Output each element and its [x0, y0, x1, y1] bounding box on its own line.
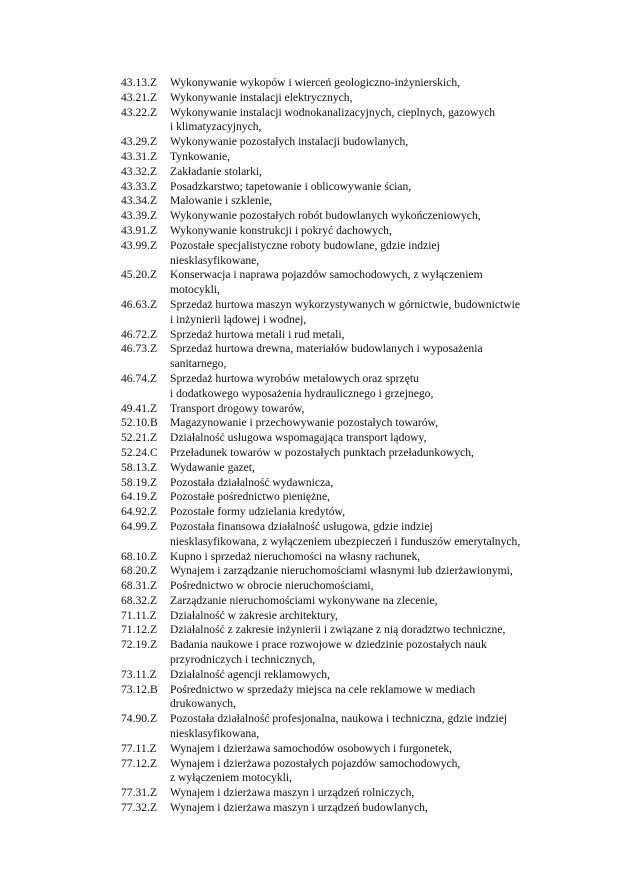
pkd-code-list: [121, 76, 601, 816]
activity-code: 64.19.Z: [121, 490, 158, 504]
activity-description: [170, 372, 601, 402]
list-item: [121, 224, 601, 239]
description-line: Wykonywanie konstrukcji i pokryć dachowych,: [170, 223, 392, 237]
activity-code: 77.12.Z: [121, 756, 158, 770]
list-item: [121, 490, 601, 505]
list-item: [121, 342, 601, 372]
activity-description: [170, 135, 601, 150]
description-line: Wynajem i dzierżawa maszyn i urządzeń rolniczych,: [170, 786, 415, 800]
activity-description: [170, 180, 601, 195]
list-item: [121, 668, 601, 683]
activity-description: [170, 416, 601, 431]
description-line: sanitarnego,: [170, 357, 227, 371]
activity-code: 58.19.Z: [121, 475, 158, 489]
description-line: przyrodniczych i technicznych,: [170, 653, 316, 667]
list-item: [121, 91, 601, 106]
description-line: Transport drogowy towarów,: [170, 401, 305, 415]
description-line: niesklasyfikowana,: [170, 727, 260, 741]
list-item: [121, 298, 601, 328]
description-line: Wynajem i zarządzanie nieruchomościami własnymi lub dzierżawionymi,: [170, 564, 513, 578]
activity-description: [170, 328, 601, 343]
description-line: Sprzedaż hurtowa metali i rud metali,: [170, 327, 345, 341]
description-line: Badania naukowe i prace rozwojowe w dziedzinie pozostałych nauk: [170, 638, 487, 652]
list-item: [121, 431, 601, 446]
list-item: [121, 505, 601, 520]
activity-code: 43.22.Z: [121, 105, 158, 119]
description-line: Działalność usługowa wspomagająca transport lądowy,: [170, 431, 427, 445]
list-item: [121, 564, 601, 579]
list-item: [121, 786, 601, 801]
activity-code: 68.31.Z: [121, 579, 158, 593]
activity-code: 68.10.Z: [121, 549, 158, 563]
activity-code: 58.13.Z: [121, 460, 158, 474]
description-line: Sprzedaż hurtowa wyrobów metalowych oraz sprzętu: [170, 371, 419, 385]
description-line: Kupno i sprzedaż nieruchomości na własny rachunek,: [170, 549, 421, 563]
activity-description: [170, 402, 601, 417]
activity-description: [170, 106, 601, 136]
description-line: Działalność agencji reklamowych,: [170, 667, 330, 681]
description-line: Przeładunek towarów w pozostałych punktach przeładunkowych,: [170, 445, 474, 459]
activity-description: [170, 609, 601, 624]
activity-code: 52.21.Z: [121, 431, 158, 445]
description-line: Pozostała działalność profesjonalna, naukowa i techniczna, gdzie indziej: [170, 712, 508, 726]
description-line: Wykonywanie wykopów i wierceń geologiczno-inżynierskich,: [170, 76, 461, 89]
activity-description: [170, 268, 601, 298]
list-item: [121, 76, 601, 91]
list-item: [121, 106, 601, 136]
list-item: [121, 683, 601, 713]
list-item: [121, 446, 601, 461]
list-item: [121, 609, 601, 624]
activity-description: [170, 786, 601, 801]
activity-description: [170, 594, 601, 609]
activity-description: [170, 801, 601, 816]
description-line: i klimatyzacyjnych,: [170, 120, 262, 134]
activity-description: [170, 194, 601, 209]
list-item: [121, 150, 601, 165]
list-item: [121, 623, 601, 638]
description-line: drukowanych,: [170, 697, 237, 711]
activity-description: [170, 623, 601, 638]
description-line: z wyłączeniem motocykli,: [170, 771, 293, 785]
description-line: Pozostałe pośrednictwo pieniężne,: [170, 490, 331, 504]
list-item: [121, 239, 601, 269]
list-item: [121, 579, 601, 594]
description-line: Magazynowanie i przechowywanie pozostałych towarów,: [170, 416, 439, 430]
activity-description: [170, 446, 601, 461]
description-line: Malowanie i szklenie,: [170, 194, 273, 208]
list-item: [121, 550, 601, 565]
activity-code: 64.92.Z: [121, 505, 158, 519]
activity-description: [170, 91, 601, 106]
activity-code: 43.13.Z: [121, 76, 158, 89]
description-line: Pozostała finansowa działalność usługowa, gdzie indziej: [170, 519, 433, 533]
activity-code: 46.73.Z: [121, 342, 158, 356]
description-line: Zakładanie stolarki,: [170, 164, 263, 178]
activity-code: 43.91.Z: [121, 223, 158, 237]
description-line: Sprzedaż hurtowa drewna, materiałów budowlanych i wyposażenia: [170, 342, 483, 356]
activity-description: [170, 476, 601, 491]
list-item: [121, 135, 601, 150]
activity-code: 52.24.C: [121, 445, 158, 459]
activity-code: 43.29.Z: [121, 135, 158, 149]
description-line: Sprzedaż hurtowa maszyn wykorzystywanych w górnictwie, budownictwie: [170, 297, 520, 311]
list-item: [121, 476, 601, 491]
activity-description: [170, 668, 601, 683]
activity-description: [170, 550, 601, 565]
activity-code: 71.11.Z: [121, 608, 157, 622]
activity-code: 64.99.Z: [121, 519, 158, 533]
description-line: Wykonywanie instalacji wodnokanalizacyjnych, cieplnych, gazowych: [170, 105, 496, 119]
list-item: [121, 180, 601, 195]
activity-code: 43.33.Z: [121, 179, 158, 193]
activity-code: 72.19.Z: [121, 638, 158, 652]
list-item: [121, 328, 601, 343]
activity-description: [170, 564, 601, 579]
description-line: Wynajem i dzierżawa pozostałych pojazdów samochodowych,: [170, 756, 461, 770]
list-item: [121, 712, 601, 742]
activity-code: 43.31.Z: [121, 149, 158, 163]
activity-code: 77.31.Z: [121, 786, 158, 800]
description-line: niesklasyfikowane,: [170, 253, 260, 267]
activity-code: 43.32.Z: [121, 164, 158, 178]
activity-description: [170, 224, 601, 239]
activity-code: 73.11.Z: [121, 667, 157, 681]
activity-description: [170, 431, 601, 446]
activity-description: [170, 461, 601, 476]
list-item: [121, 757, 601, 787]
activity-code: 49.41.Z: [121, 401, 158, 415]
list-item: [121, 268, 601, 298]
description-line: Działalność z zakresie inżynierii i związane z nią doradztwo techniczne,: [170, 623, 506, 637]
description-line: i inżynierii lądowej i wodnej,: [170, 312, 307, 326]
activity-code: 43.34.Z: [121, 194, 158, 208]
activity-code: 46.72.Z: [121, 327, 158, 341]
activity-description: [170, 76, 601, 91]
activity-description: [170, 757, 601, 787]
list-item: [121, 165, 601, 180]
list-item: [121, 742, 601, 757]
list-item: [121, 461, 601, 476]
description-line: Wykonywanie pozostałych instalacji budowlanych,: [170, 135, 409, 149]
description-line: Konserwacja i naprawa pojazdów samochodowych, z wyłączeniem: [170, 268, 483, 282]
activity-code: 43.21.Z: [121, 90, 158, 104]
activity-description: [170, 165, 601, 180]
activity-code: 43.99.Z: [121, 238, 158, 252]
activity-description: [170, 579, 601, 594]
list-item: [121, 638, 601, 668]
list-item: [121, 801, 601, 816]
description-line: Zarządzanie nieruchomościami wykonywane na zlecenie,: [170, 593, 438, 607]
activity-description: [170, 520, 601, 550]
activity-code: 68.20.Z: [121, 564, 158, 578]
activity-code: 52.10.B: [121, 416, 158, 430]
description-line: niesklasyfikowana, z wyłączeniem ubezpieczeń i funduszów emerytalnych,: [170, 534, 521, 548]
description-line: Pośrednictwo w sprzedaży miejsca na cele reklamowe w mediach: [170, 682, 476, 696]
description-line: Wynajem i dzierżawa maszyn i urządzeń budowlanych,: [170, 801, 428, 815]
list-item: [121, 594, 601, 609]
activity-description: [170, 638, 601, 668]
activity-code: 43.39.Z: [121, 209, 158, 223]
activity-code: 68.32.Z: [121, 593, 158, 607]
list-item: [121, 402, 601, 417]
activity-code: 45.20.Z: [121, 268, 158, 282]
description-line: Działalność w zakresie architektury,: [170, 608, 338, 622]
description-line: Pośrednictwo w obrocie nieruchomościami,: [170, 579, 374, 593]
activity-code: 71.12.Z: [121, 623, 158, 637]
activity-description: [170, 298, 601, 328]
activity-code: 46.63.Z: [121, 297, 158, 311]
list-item: [121, 209, 601, 224]
description-line: Pozostała działalność wydawnicza,: [170, 475, 334, 489]
activity-description: [170, 150, 601, 165]
list-item: [121, 416, 601, 431]
description-line: Wykonywanie instalacji elektrycznych,: [170, 90, 353, 104]
description-line: Tynkowanie,: [170, 149, 231, 163]
activity-code: 77.11.Z: [121, 741, 157, 755]
activity-description: [170, 239, 601, 269]
activity-description: [170, 712, 601, 742]
list-item: [121, 194, 601, 209]
activity-description: [170, 683, 601, 713]
description-line: i dodatkowego wyposażenia hydraulicznego i grzejnego,: [170, 386, 434, 400]
description-line: motocykli,: [170, 283, 220, 297]
description-line: Wydawanie gazet,: [170, 460, 255, 474]
activity-code: 73.12.B: [121, 682, 158, 696]
activity-code: 46.74.Z: [121, 371, 158, 385]
activity-description: [170, 209, 601, 224]
list-item: [121, 520, 601, 550]
activity-description: [170, 742, 601, 757]
description-line: Wynajem i dzierżawa samochodów osobowych i furgonetek,: [170, 741, 453, 755]
description-line: Pozostałe specjalistyczne roboty budowlane, gdzie indziej: [170, 238, 440, 252]
description-line: Pozostałe formy udzielania kredytów,: [170, 505, 346, 519]
description-line: Posadzkarstwo; tapetowanie i oblicowywanie ścian,: [170, 179, 412, 193]
activity-description: [170, 505, 601, 520]
description-line: Wykonywanie pozostałych robót budowlanych wykończeniowych,: [170, 209, 481, 223]
activity-description: [170, 342, 601, 372]
list-item: [121, 372, 601, 402]
activity-code: 74.90.Z: [121, 712, 158, 726]
activity-code: 77.32.Z: [121, 801, 158, 815]
activity-description: [170, 490, 601, 505]
